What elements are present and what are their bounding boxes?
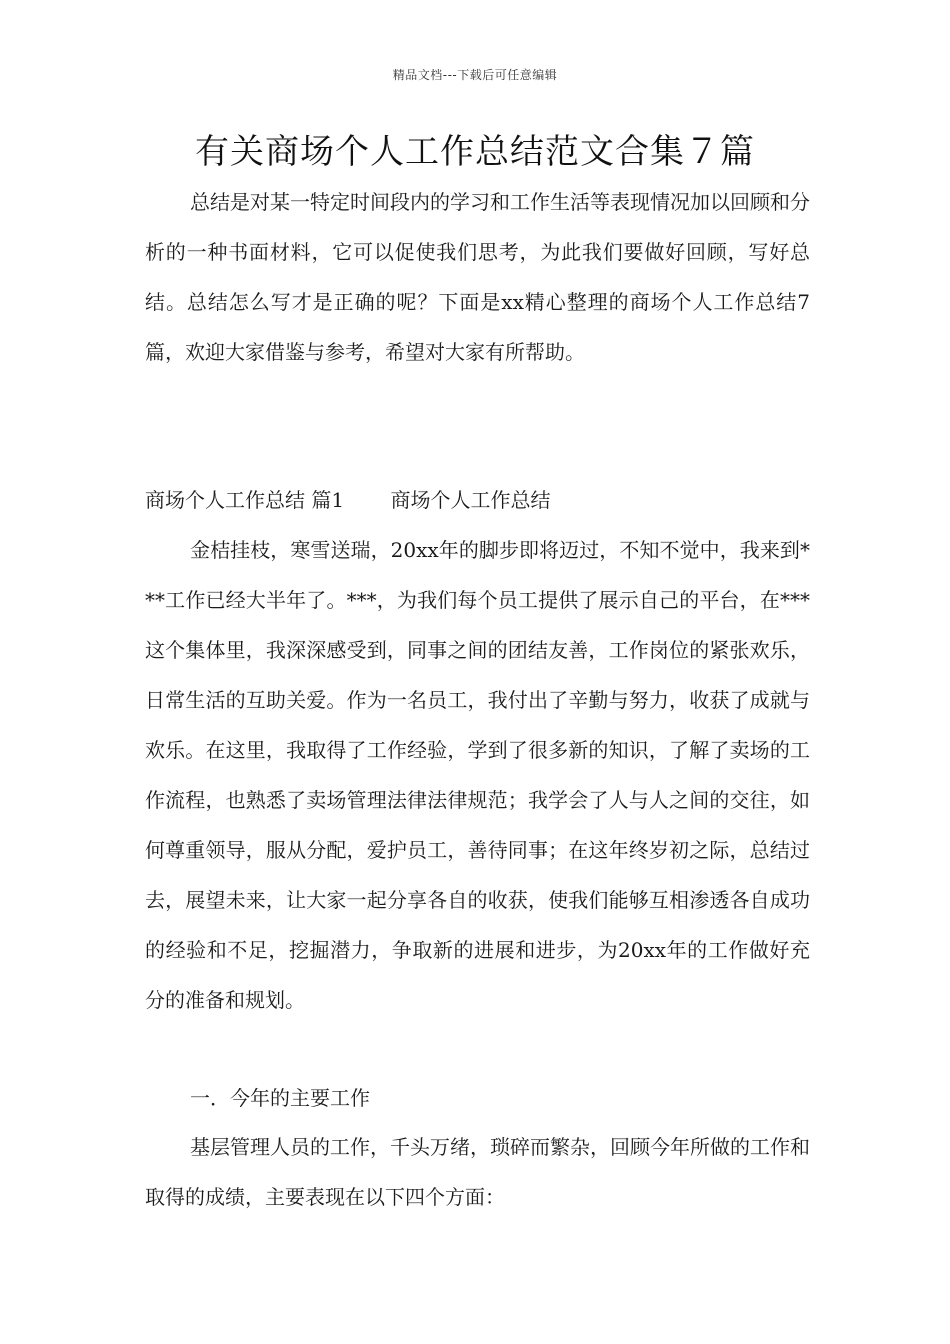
section-heading: 商场个人工作总结 篇1 商场个人工作总结 — [145, 488, 551, 512]
intro-paragraph: 总结是对某一特定时间段内的学习和工作生活等表现情况加以回顾和分析的一种书面材料，它可以促使我们思考，为此我们要做好回顾，写好总结。总结怎么写才是正确的呢？下面是xx精心整理的商场个人工作总结7篇，欢迎大家借鉴与参考，希望对大家有所帮助。 — [145, 190, 810, 364]
document-header-note: 精品文档---下载后可任意编辑 — [392, 68, 558, 82]
body-paragraph: 金桔挂枝，寒雪送瑞，20xx年的脚步即将迈过，不知不觉中，我来到***工作已经大半年了。***，为我们每个员工提供了展示自己的平台，在***这个集体里，我深深感受到，同事之间的团结友善，工作岗位的紧张欢乐，日常生活的互助关爱。作为一名员工，我付出了辛勤与努力，收获了成就与欢乐。在这里，我取得了工作经验，学到了很多新的知识，了解了卖场的工作流程，也熟悉了卖场管理法律法律规范；我学会了人与人之间的交往，如何尊重领导，服从分配，爱护员工，善待同事；在这年终岁初之际，总结过去，展望未来，让大家一起分享各自的收获，使我们能够互相渗透各自成功的经验和不足，挖掘潜力，争取新的进展和进步，为20xx年的工作做好充分的准备和规划。 — [145, 538, 810, 1012]
subheading: 一．今年的主要工作 — [190, 1086, 370, 1110]
document-title: 有关商场个人工作总结范文合集７篇 — [195, 132, 755, 172]
closing-paragraph: 基层管理人员的工作，千头万绪，琐碎而繁杂，回顾今年所做的工作和取得的成绩，主要表现在以下四个方面： — [145, 1135, 810, 1209]
